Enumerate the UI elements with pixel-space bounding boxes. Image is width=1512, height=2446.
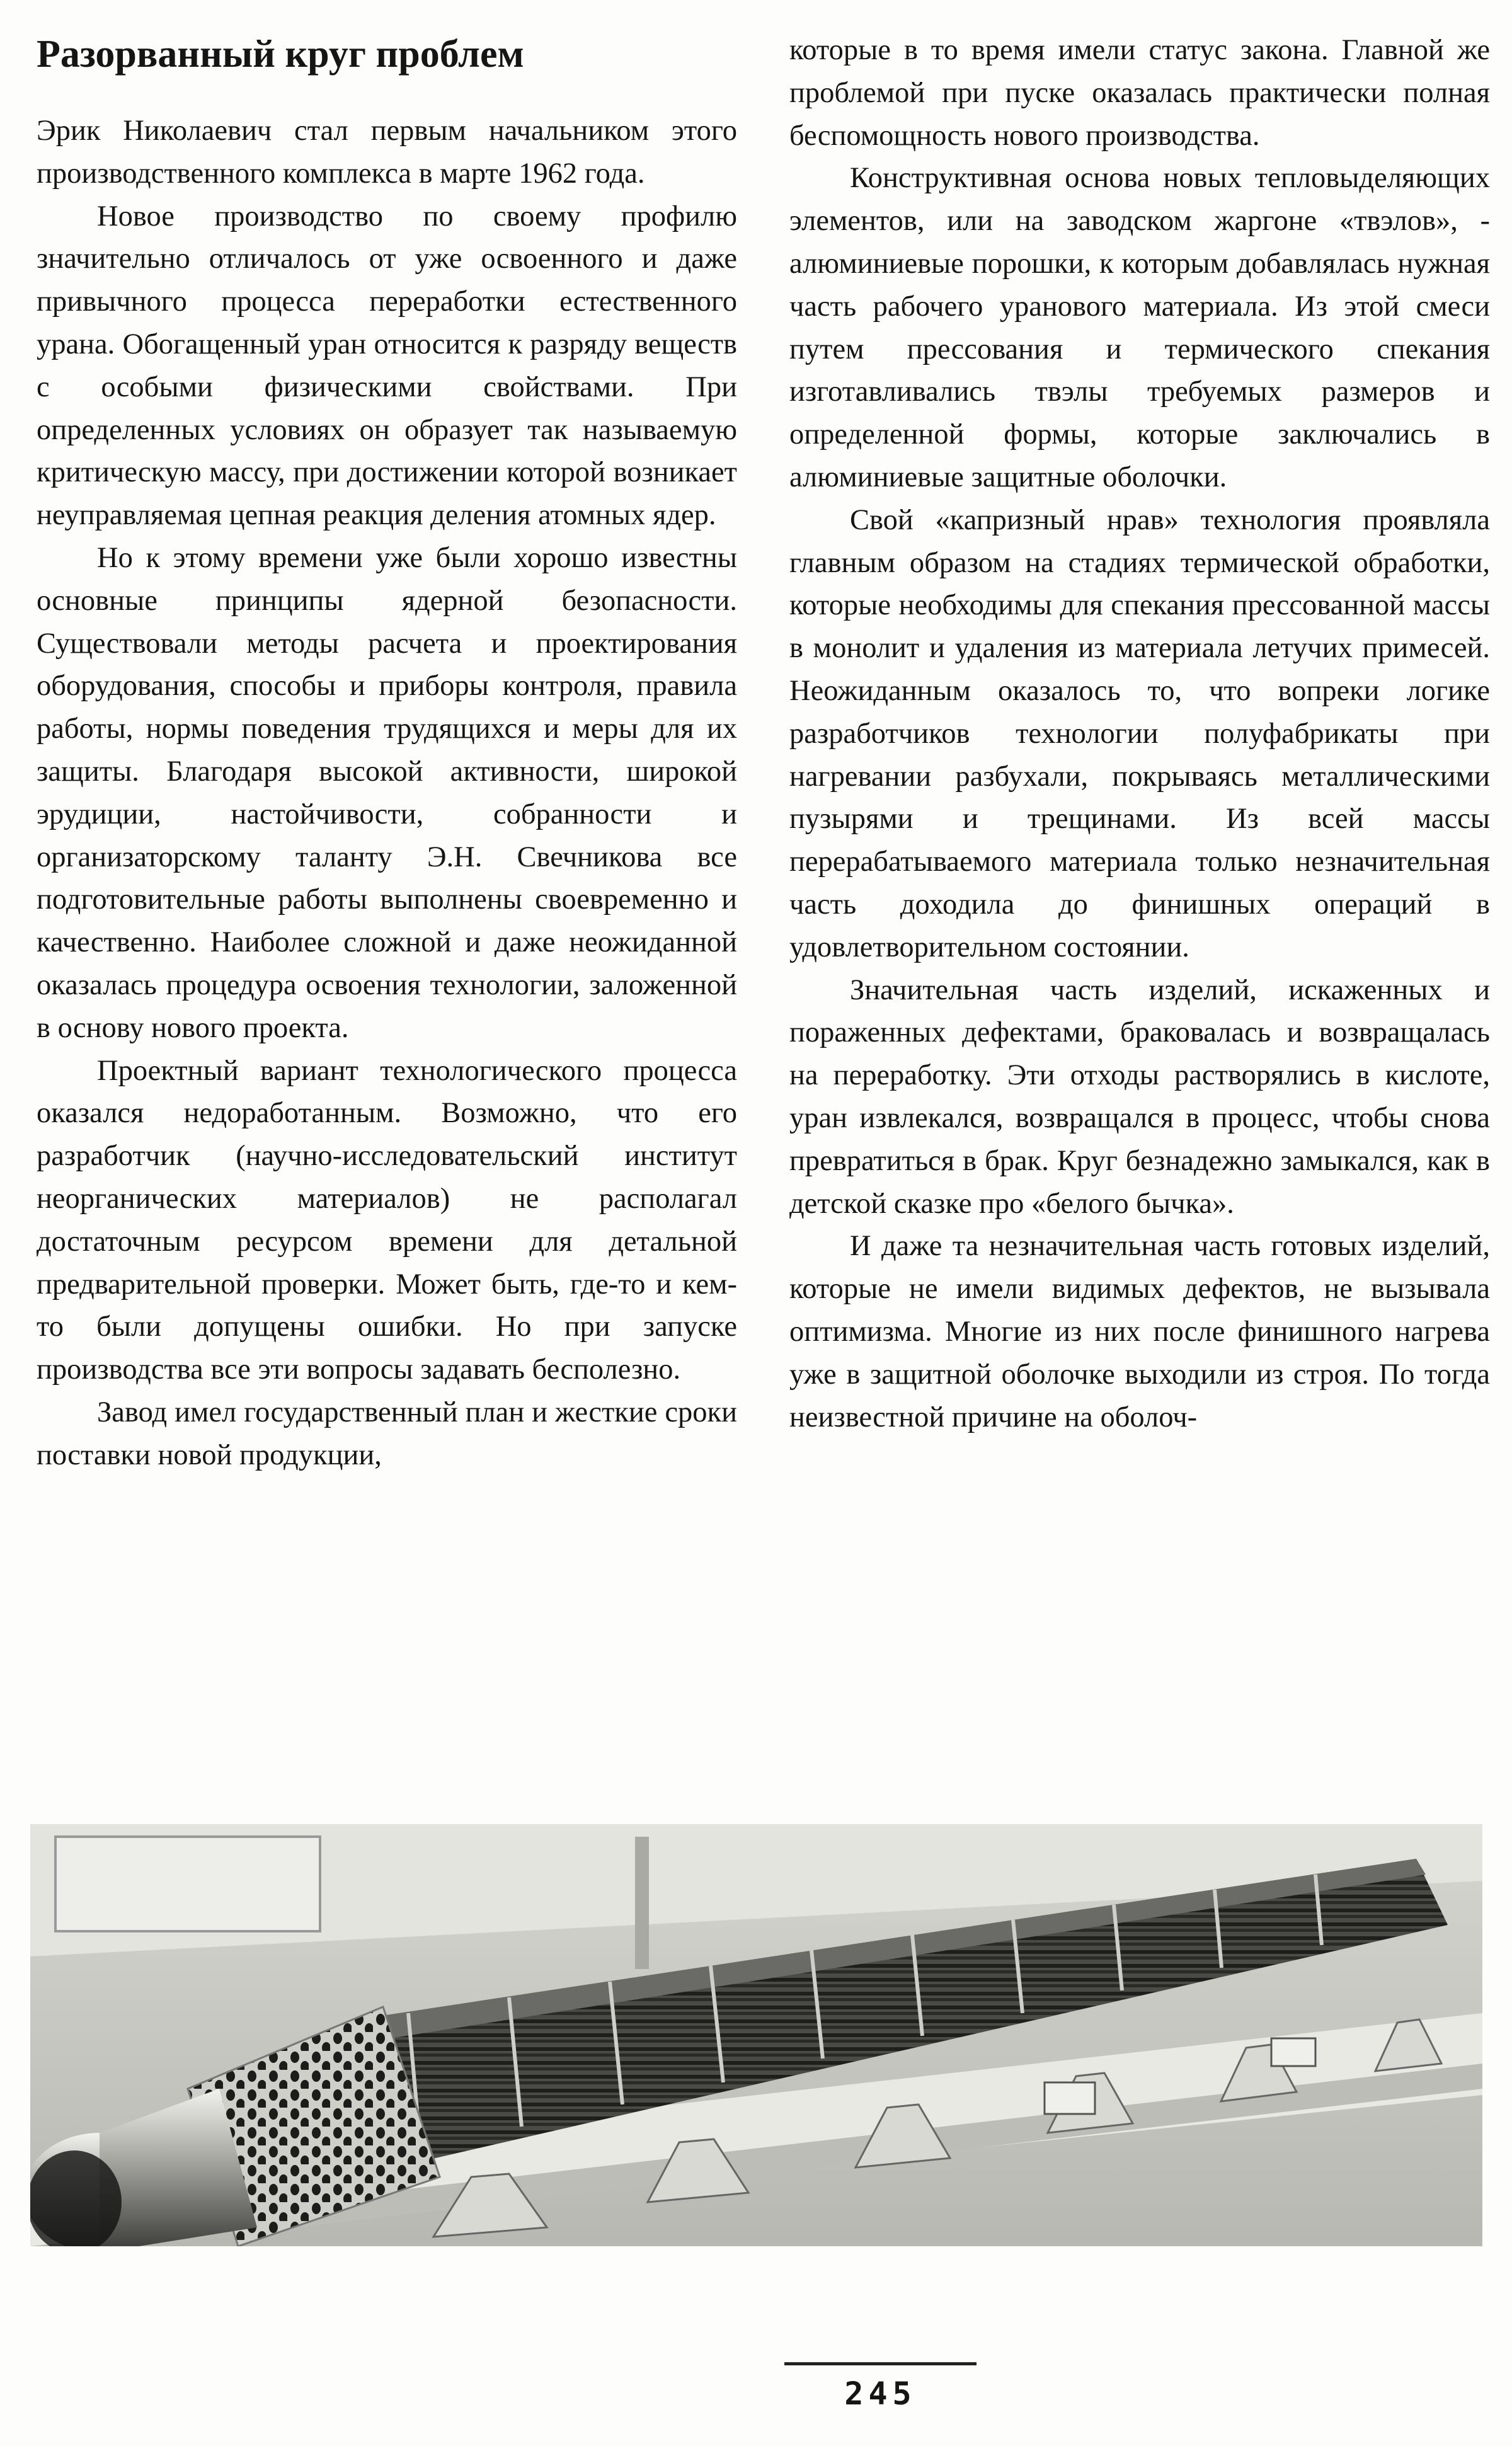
paragraph: Эрик Николаевич стал первым начальником этого производственного комплекса в марте 1962 года.: [37, 115, 737, 190]
paragraph: Конструктивная основа новых тепловыделяющих элементов, или на заводском жаргоне «твэлов», - алюминиевые порошки, к которым добавлялась нужная часть рабочего уранового материала. Из этой смеси путем прессования и термического спекания изготавливались твэлы требуемых размеров и определенной формы, которые заключались в алюминиевые защитные оболочки.: [789, 162, 1490, 493]
paragraph: Проектный вариант технологического процесса оказался недоработанным. Возможно, что его разработчик (научно-исследовательский институт неорганических материалов) не располагал достаточным ресурсом времени для детальной предварительной проверки. Может быть, где-то и кем-то были допущены ошибки. Но при запуске производства все эти вопросы задавать бесполезно.: [37, 1054, 737, 1386]
paragraph: Свой «капризный нрав» технология проявляла главным образом на стадиях термической обработки, которые необходимы для спекания прессованной массы в монолит и удаления из материала летучих примесей. Неожиданным оказалось то, что вопреки логике разработчиков технологии полуфабрикаты при нагревании разбухали, покрываясь металлическими пузырями и трещинами. Из всей массы перерабатываемого материала только незначительная часть доходила до финишных операций в удовлетворительном состоянии.: [789, 503, 1490, 963]
paragraph: которые в то время имели статус закона. Главной же проблемой при пуске оказалась практически полная беспомощность нового производства.: [789, 34, 1490, 152]
footer-rule: [784, 2362, 976, 2365]
paragraph: Значительная часть изделий, искаженных и пораженных дефектами, браковалась и возвращалась на переработку. Эти отходы растворялись в кислоте, уран извлекался, возвращался в процесс, чтобы снова превратиться в брак. Круг безнадежно замыкался, как в детской сказке про «белого бычка».: [789, 973, 1490, 1220]
paragraph: Но к этому времени уже были хорошо известны основные принципы ядерной безопасности. Существовали методы расчета и проектирования оборудования, способы и приборы контроля, правила работы, нормы поведения трудящихся и меры для их защиты. Благодаря высокой активности, широкой эрудиции, настойчивости, собранности и организаторскому таланту Э.Н. Свечникова все подготовительные работы выполнены своевременно и качественно. Наиболее сложной и даже неожиданной оказалась процедура освоения технологии, заложенной в основу нового проекта.: [37, 541, 737, 1044]
paragraph: Завод имел государственный план и жесткие сроки поставки новой продукции,: [37, 1396, 737, 1471]
fuel-assembly-photo: [30, 1824, 1482, 2246]
section-title: Разорванный круг проблем: [37, 33, 524, 76]
paragraph: Новое производство по своему профилю значительно отличалось от уже освоенного и даже привычного процесса переработки естественного урана. Обогащенный уран относится к разряду веществ с особыми физическими свойствами. При определенных условиях он образует так называемую критическую массу, при достижении которой возникает неуправляемая цепная реакция деления атомных ядер.: [37, 200, 737, 532]
right-text-column: [789, 29, 1490, 1438]
page-number: 245: [844, 2375, 917, 2412]
paragraph: И даже та незначительная часть готовых изделий, которые не имели видимых дефектов, не вызывала оптимизма. Многие из них после финишного нагрева уже в защитной оболочке выходили из строя. По тогда неизвестной причине на оболоч-: [789, 1230, 1490, 1433]
left-text-column: [37, 29, 737, 1477]
